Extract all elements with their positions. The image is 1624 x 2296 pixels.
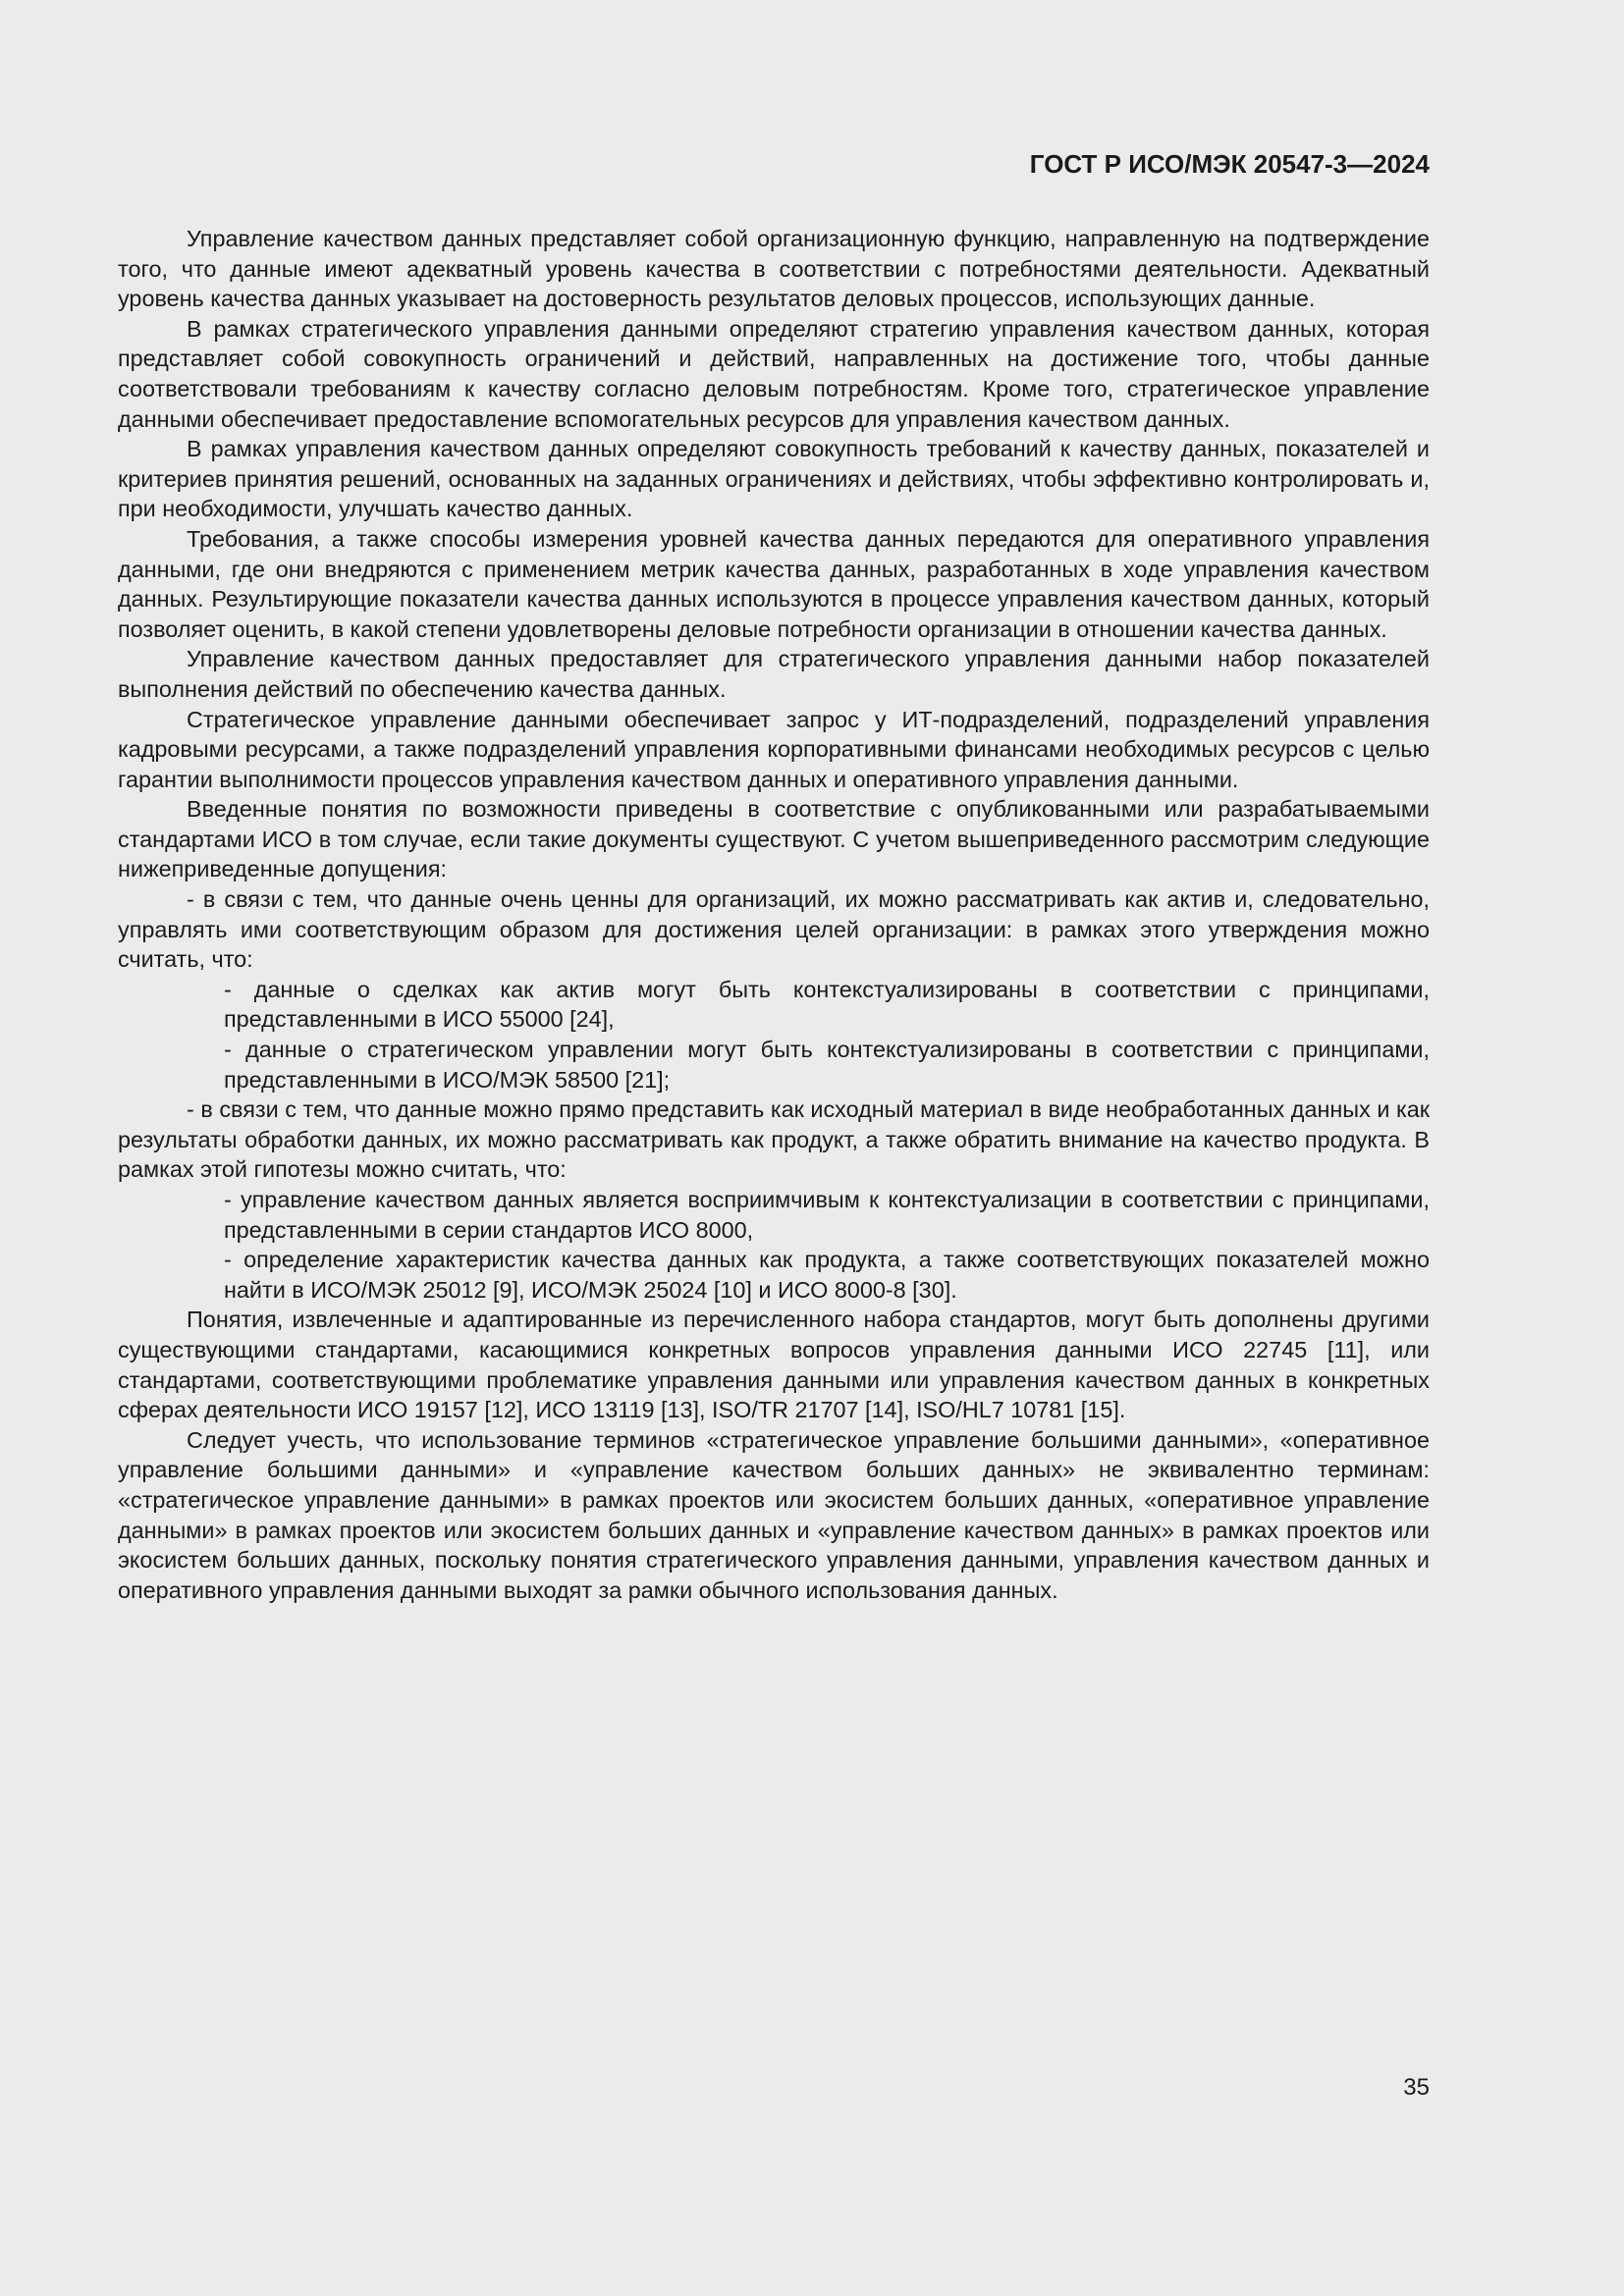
list-item: - в связи с тем, что данные очень ценны для организаций, их можно рассматривать как актив и, следовательно, управлять ими соответствующим образом для достижения целей организации: в рамках этого утверждения можно считать, что: (118, 886, 1430, 973)
paragraph: Управление качеством данных предоставляет для стратегического управления данными набор показателей выполнения действий по обеспечению качества данных. (118, 646, 1430, 702)
paragraph: Следует учесть, что использование терминов «стратегическое управление большими данными», «оперативное управление большими данными» и «управление качеством больших данных» не эквивалентно терминам: «стратегическое управление данными» в рамках проектов или экосистем больших данных, «оперативное управление данными» в рамках проектов или экосистем больших данных и «управление качеством данных» в рамках проектов или экосистем больших данных, поскольку понятия стратегического управления данными, управления качеством данных и оперативного управления данными выходят за рамки обычного использования данных. (118, 1426, 1430, 1603)
sub-list-item: - данные о стратегическом управлении могут быть контекстуализированы в соответствии с принципами, представленными в ИСО/МЭК 58500 [21]; (224, 1037, 1430, 1093)
paragraph: Введенные понятия по возможности приведены в соответствие с опубликованными или разрабатываемыми стандартами ИСО в том случае, если такие документы существуют. С учетом вышеприведенного рассмотрим следующие нижеприведенные допущения: (118, 796, 1430, 882)
paragraph: Понятия, извлеченные и адаптированные из перечисленного набора стандартов, могут быть дополнены другими существующими стандартами, касающимися конкретных вопросов управления данными ИСО 22745 [11], или стандартами, соответствующими проблематике управления данными или управления качеством данных в конкретных сферах деятельности ИСО 19157 [12], ИСО 13119 [13], ISO/TR 21707 [14], ISO/HL7 10781 [15]. (118, 1307, 1430, 1423)
paragraph: Требования, а также способы измерения уровней качества данных передаются для оперативного управления данными, где они внедряются с применением метрик качества данных, разработанных в ходе управления качеством данных. Результирующие показатели качества данных используются в процессе управления качеством данных, который позволяет оценить, в какой степени удовлетворены деловые потребности организации в отношении качества данных. (118, 525, 1430, 642)
document-body (118, 224, 1430, 1605)
paragraph: Управление качеством данных представляет собой организационную функцию, направленную на подтверждение того, что данные имеют адекватный уровень качества в соответствии с потребностями деятельности. Адекватный уровень качества данных указывает на достоверность результатов деловых процессов, использующих данные. (118, 226, 1430, 312)
sub-list-item: - определение характеристик качества данных как продукта, а также соответствующих показателей можно найти в ИСО/МЭК 25012 [9], ИСО/МЭК 25024 [10] и ИСО 8000-8 [30]. (224, 1247, 1430, 1303)
document-header: ГОСТ Р ИСО/МЭК 20547-3—2024 (1029, 149, 1430, 179)
page-number: 35 (1403, 2074, 1430, 2101)
paragraph: В рамках стратегического управления данными определяют стратегию управления качеством данных, которая представляет собой совокупность ограничений и действий, направленных на достижение того, чтобы данные соответствовали требованиям к качеству согласно деловым потребностям. Кроме того, стратегическое управление данными обеспечивает предоставление вспомогательных ресурсов для управления качеством данных. (118, 315, 1430, 432)
paragraph: Стратегическое управление данными обеспечивает запрос у ИТ-подразделений, подразделений управления кадровыми ресурсами, а также подразделений управления корпоративными финансами необходимых ресурсов с целью гарантии выполнимости процессов управления качеством данных и оперативного управления данными. (118, 706, 1430, 792)
sub-list-item: - данные о сделках как актив могут быть контекстуализированы в соответствии с принципами, представленными в ИСО 55000 [24], (224, 976, 1430, 1033)
paragraph: В рамках управления качеством данных определяют совокупность требований к качеству данных, показателей и критериев принятия решений, основанных на заданных ограничениях и действиях, чтобы эффективно контролировать и, при необходимости, улучшать качество данных. (118, 436, 1430, 522)
sub-list-item: - управление качеством данных является восприимчивым к контекстуализации в соответствии с принципами, представленными в серии стандартов ИСО 8000, (224, 1187, 1430, 1243)
list-item: - в связи с тем, что данные можно прямо представить как исходный материал в виде необработанных данных и как результаты обработки данных, их можно рассматривать как продукт, а также обратить внимание на качество продукта. В рамках этой гипотезы можно считать, что: (118, 1096, 1430, 1183)
